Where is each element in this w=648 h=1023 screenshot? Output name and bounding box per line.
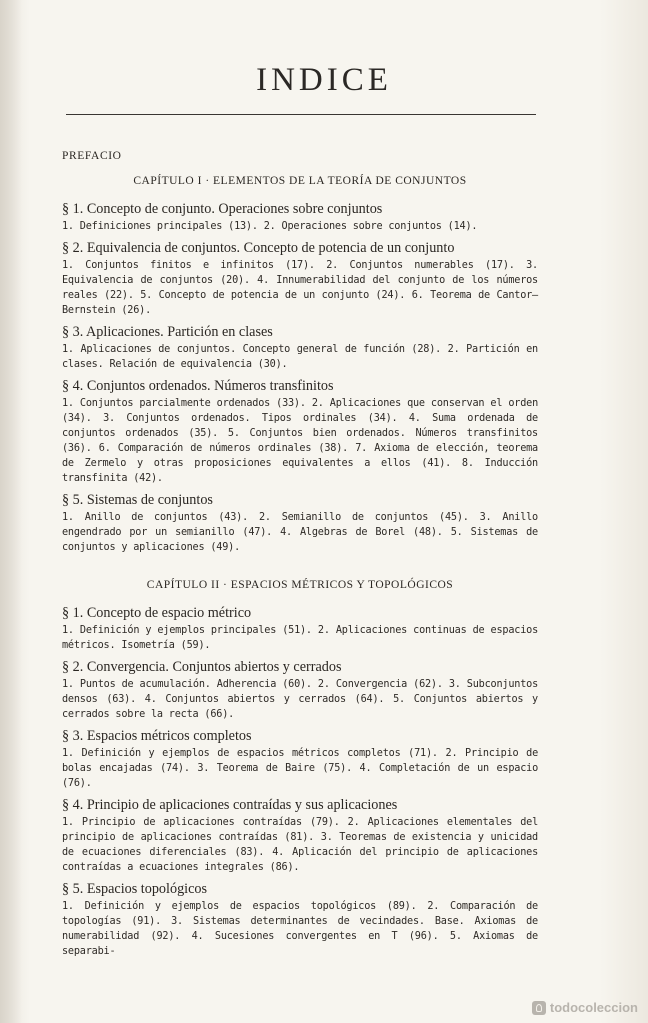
watermark-text: todocoleccion — [549, 1000, 638, 1015]
title-divider — [66, 114, 536, 115]
page-spine-shadow — [0, 0, 22, 1023]
section-title: § 1. Concepto de espacio métrico — [62, 605, 252, 621]
toc-section — [62, 797, 538, 875]
section-contents: 1. Anillo de conjuntos (43). 2. Semianillo de conjuntos (45). 3. Anillo engendrado por un semianillo (47). 4. Algebras de Borel (48). 5. Sistemas de conjuntos y aplicaciones (49). — [62, 512, 538, 553]
section-title: § 4. Conjuntos ordenados. Números transfinitos — [62, 378, 334, 394]
section-title: § 5. Espacios topológicos — [62, 881, 208, 897]
chapter-heading-2: CAPÍTULO II · ESPACIOS MÉTRICOS Y TOPOLÓGICOS — [146, 579, 454, 591]
section-title: § 4. Principio de aplicaciones contraídas y sus aplicaciones — [62, 797, 398, 813]
section-contents: 1. Conjuntos finitos e infinitos (17). 2. Conjuntos numerables (17). 3. Equivalencia de conjuntos (20). 4. Innumerabilidad del conjunto de los números reales (22). 5. Concepto de potencia de un conjunto (24). 6. Teorema de Cantor—Bernstein (26). — [62, 260, 538, 316]
toc-section — [62, 605, 538, 653]
section-title: § 5. Sistemas de conjuntos — [62, 492, 213, 508]
todocoleccion-logo-icon — [532, 1001, 546, 1015]
table-of-contents — [62, 150, 538, 965]
section-contents: 1. Puntos de acumulación. Adherencia (60). 2. Convergencia (62). 3. Subconjuntos densos (63). 4. Conjuntos abiertos y cerrados (64). 5. Conjuntos abiertos y cerrados sobre la recta (66). — [62, 679, 538, 720]
section-title: § 3. Aplicaciones. Partición en clases — [62, 324, 273, 340]
section-contents: 1. Definiciones principales (13). 2. Operaciones sobre conjuntos (14). — [62, 221, 478, 232]
section-contents: 1. Definición y ejemplos de espacios métricos completos (71). 2. Principio de bolas encajadas (74). 3. Teorema de Baire (75). 4. Completación de un espacio (76). — [62, 748, 538, 789]
toc-section — [62, 201, 538, 234]
section-title: § 3. Espacios métricos completos — [62, 728, 252, 744]
section-title: § 2. Equivalencia de conjuntos. Concepto de potencia de un conjunto — [62, 240, 455, 256]
section-title: § 1. Concepto de conjunto. Operaciones sobre conjuntos — [62, 201, 383, 217]
toc-section — [62, 378, 538, 486]
toc-section — [62, 240, 538, 318]
toc-section — [62, 492, 538, 555]
section-title: § 2. Convergencia. Conjuntos abiertos y cerrados — [62, 659, 342, 675]
chapter-heading-1: CAPÍTULO I · ELEMENTOS DE LA TEORÍA DE CONJUNTOS — [133, 175, 467, 187]
section-contents: 1. Definición y ejemplos de espacios topológicos (89). 2. Comparación de topologías (91). 3. Sistemas determinantes de vecindades. Base. Axiomas de numerabilidad (92). 4. Sucesiones convergentes en T (96). 5. Axiomas de separabi- — [62, 901, 538, 957]
toc-section — [62, 659, 538, 722]
section-contents: 1. Aplicaciones de conjuntos. Concepto general de función (28). 2. Partición en clases. Relación de equivalencia (30). — [62, 344, 538, 370]
section-contents: 1. Definición y ejemplos principales (51). 2. Aplicaciones continuas de espacios métricos. Isometría (59). — [62, 625, 538, 651]
toc-section — [62, 881, 538, 959]
page-title: INDICE — [256, 62, 392, 98]
section-contents: 1. Principio de aplicaciones contraídas (79). 2. Aplicaciones elementales del principio de aplicaciones contraídas (81). 3. Teoremas de existencia y unicidad de ecuaciones diferenciales (83). 4. Aplicación del principio de aplicaciones contraídas a ecuaciones integrales (86). — [62, 817, 538, 873]
watermark — [532, 1000, 638, 1015]
section-contents: 1. Conjuntos parcialmente ordenados (33). 2. Aplicaciones que conservan el orden (34). 3. Conjuntos ordenados. Tipos ordinales (34). 4. Suma ordenada de conjuntos ordenados (35). 5. Conjuntos bien ordenados. Números transfinitos (36). 6. Comparación de números ordinales (38). 7. Axioma de elección, teorema de Zermelo y otras proposiciones equivalentes a ellos (41). 8. Inducción transfinita (42). — [62, 398, 538, 484]
toc-section — [62, 728, 538, 791]
toc-prefacio: PREFACIO — [62, 150, 122, 162]
toc-section — [62, 324, 538, 372]
